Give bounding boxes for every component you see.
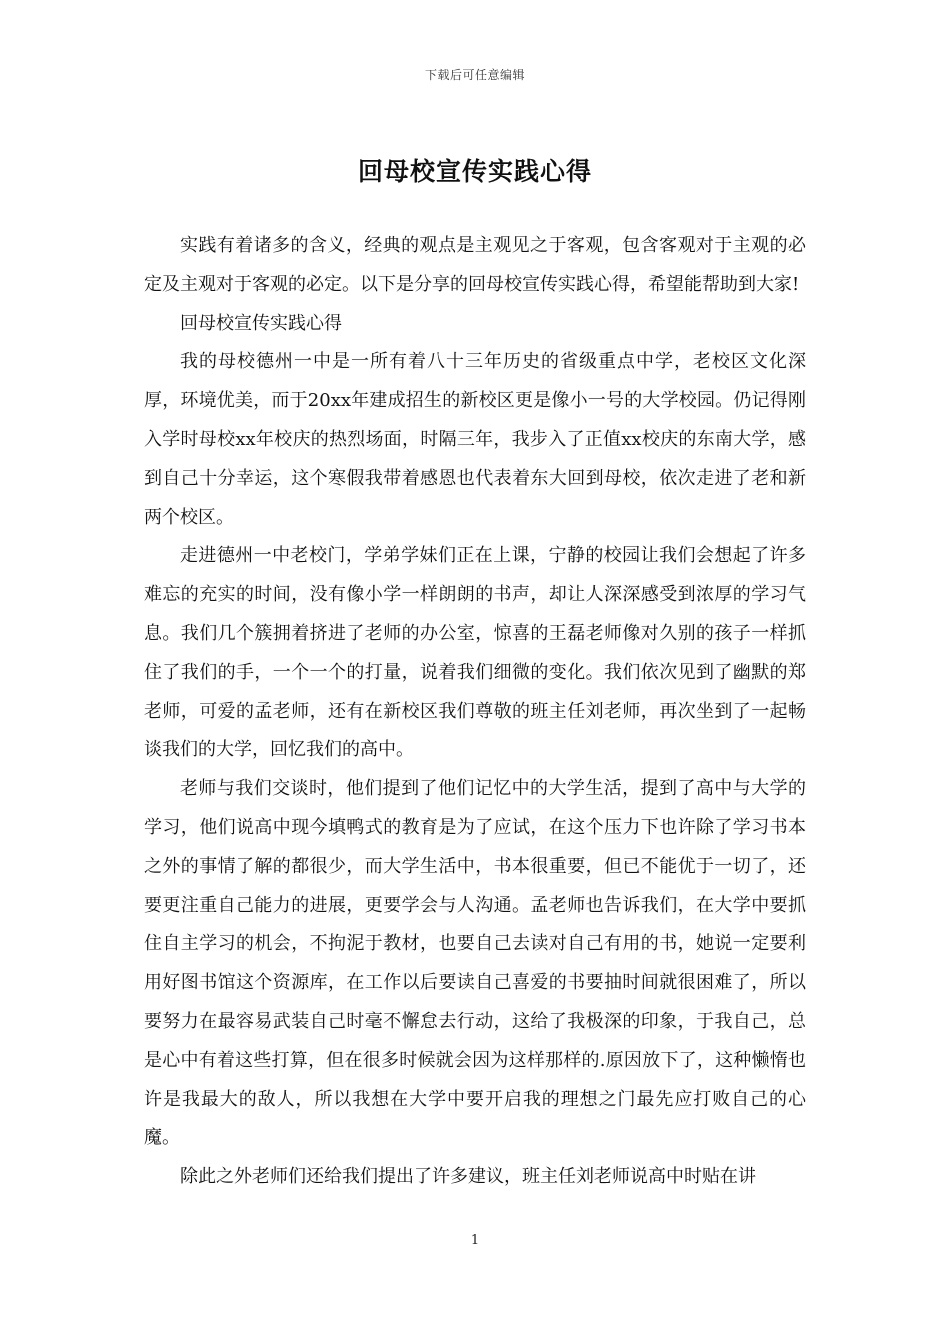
page-number: 1 xyxy=(470,1233,480,1248)
body-paragraph-2: 走进德州一中老校门，学弟学妹们正在上课，宁静的校园让我们会想起了许多难忘的充实的时间，没有像小学一样朗朗的书声，却让人深深感受到浓厚的学习气息。我们几个簇拥着挤进了老师的办公室，惊喜的王磊老师像对久别的孩子一样抓住了我们的手，一个一个的打量，说着我们细微的变化。我们依次见到了幽默的郑老师，可爱的孟老师，还有在新校区我们尊敬的班主任刘老师，再次坐到了一起畅谈我们的大学，回忆我们的高中。 xyxy=(144,545,806,761)
section-heading: 回母校宣传实践心得 xyxy=(180,312,342,334)
body-paragraph-1: 我的母校德州一中是一所有着八十三年历史的省级重点中学，老校区文化深厚，环境优美，而于20xx年建成招生的新校区更是像小一号的大学校园。仍记得刚入学时母校xx年校庆的热烈场面，时隔三年，我步入了正值xx校庆的东南大学，感到自己十分幸运，这个寒假我带着感恩也代表着东大回到母校，依次走进了老和新两个校区。 xyxy=(144,351,806,528)
intro-paragraph: 实践有着诸多的含义，经典的观点是主观见之于客观，包含客观对于主观的必定及主观对于客观的必定。以下是分享的回母校宣传实践心得，希望能帮助到大家! xyxy=(144,235,806,295)
page-header-note: 下载后可任意编辑 xyxy=(424,68,525,82)
document-title: 回母校宣传实践心得 xyxy=(357,157,592,186)
body-paragraph-3: 老师与我们交谈时，他们提到了他们记忆中的大学生活，提到了高中与大学的学习，他们说高中现今填鸭式的教育是为了应试，在这个压力下也许除了学习书本之外的事情了解的都很少，而大学生活中，书本很重要，但已不能优于一切了，还要更注重自己能力的进展，更要学会与人沟通。孟老师也告诉我们，在大学中要抓住自主学习的机会，不拘泥于教材，也要自己去读对自己有用的书，她说一定要利用好图书馆这个资源库，在工作以后要读自己喜爱的书要抽时间就很困难了，所以要努力在最容易武装自己时毫不懈怠去行动，这给了我极深的印象，于我自己，总是心中有着这些打算，但在很多时候就会因为这样那样的.原因放下了，这种懒惰也许是我最大的敌人，所以我想在大学中要开启我的理想之门最先应打败自己的心魔。 xyxy=(144,778,806,1149)
body-paragraph-4: 除此之外老师们还给我们提出了许多建议，班主任刘老师说高中时贴在讲 xyxy=(180,1166,756,1188)
document-body xyxy=(144,227,806,1197)
